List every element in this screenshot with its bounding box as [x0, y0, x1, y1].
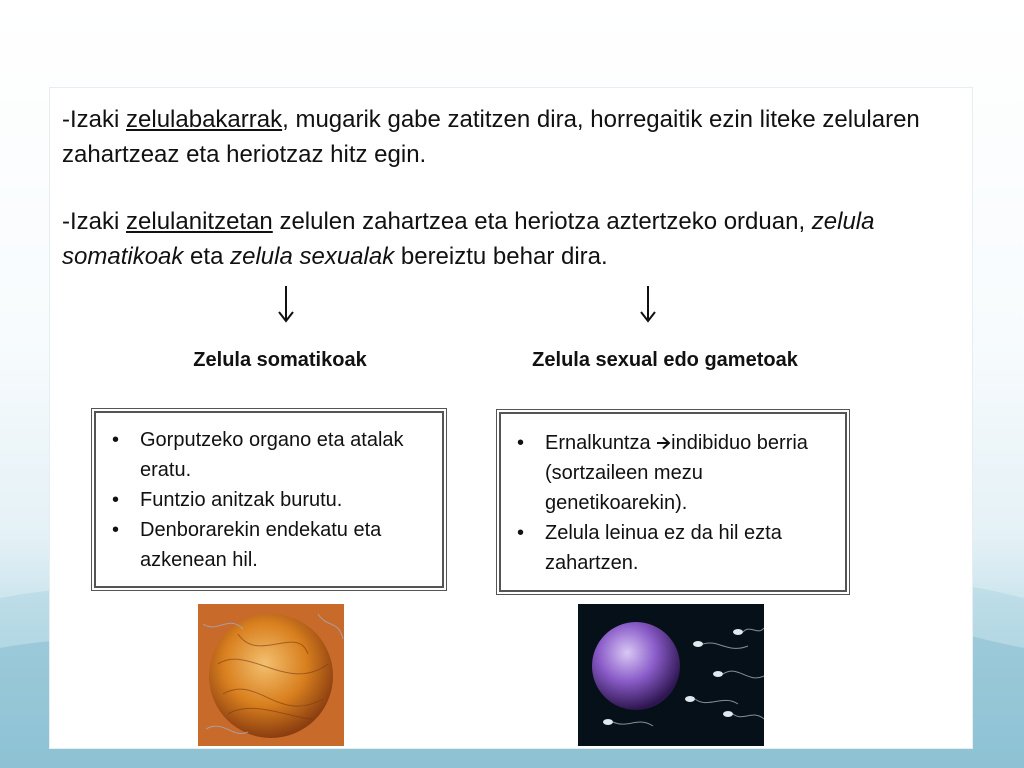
somatic-cells-list: [96, 413, 442, 575]
list-item: • Zelula leinua ez da hil ezta zahartzen.: [501, 518, 845, 578]
list-item: • Gorputzeko organo eta atalak eratu.: [96, 425, 442, 485]
list-item: • Denborarekin endekatu eta azkenean hil.: [96, 515, 442, 575]
down-arrow-icon: [639, 284, 657, 324]
paragraph-multicellular: -Izaki zelulanitzetan zelulen zahartzea eta heriotza aztertzeko orduan, zelula somatikoak eta zelula sexualak bereiztu behar dira.: [62, 208, 875, 270]
somatic-cells-box: [94, 411, 444, 588]
term-sex-cells: zelula sexualak: [230, 243, 395, 270]
heading-somatic-cells: Zelula somatikoak: [193, 349, 367, 371]
right-arrow-icon: [656, 436, 671, 450]
down-arrow-icon: [277, 284, 295, 324]
sex-cells-box: [499, 412, 847, 592]
list-item: • Ernalkuntza indibiduo berria (sortzaileen mezu genetikoarekin).: [501, 428, 845, 518]
term-multicellular: zelulanitzetan: [126, 208, 273, 235]
term-unicellular: zelulabakarrak: [126, 106, 283, 133]
list-item: • Funtzio anitzak burutu.: [96, 485, 442, 515]
heading-sex-cells: Zelula sexual edo gametoak: [532, 349, 798, 371]
sex-cells-list: [501, 414, 845, 578]
term-somatic-cells: zelula somatikoak: [62, 208, 875, 270]
gamete-cell-image: [578, 604, 764, 746]
somatic-cell-image: [198, 604, 344, 746]
paragraph-unicellular: -Izaki zelulabakarrak, mugarik gabe zatitzen dira, horregaitik ezin liteke zelularen zahartzeaz eta heriotzaz hitz egin.: [62, 106, 920, 168]
